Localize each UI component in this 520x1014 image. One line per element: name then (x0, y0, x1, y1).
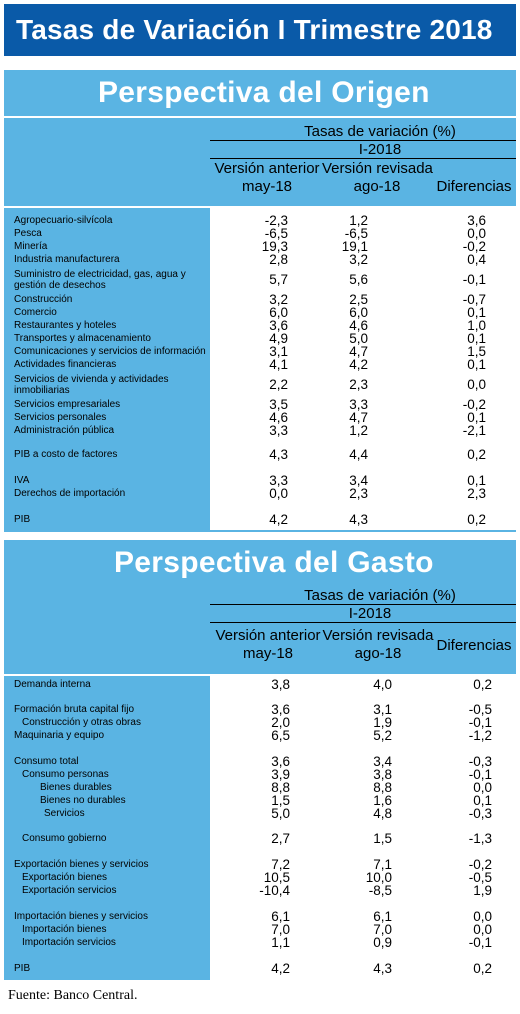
gasto-value-c: 1,9 (473, 883, 492, 898)
origen-value-a: 4,3 (269, 447, 288, 462)
gasto-value-b: 10,0 (365, 870, 392, 885)
origen-row-label: Suministro de electricidad, gas, agua y (14, 269, 186, 280)
gasto-header-period: I-2018 (348, 605, 392, 622)
gasto-value-c: 0,0 (473, 909, 492, 924)
gasto-value-a: 6,1 (271, 909, 290, 924)
gasto-row (0, 936, 512, 949)
origen-row-label: Administración pública (14, 425, 115, 436)
origen-value-c: 0,1 (467, 410, 486, 425)
origen-row (0, 424, 512, 437)
gasto-value-a: 3,9 (271, 767, 290, 782)
gasto-value-c: 0,0 (473, 780, 492, 795)
origen-value-a: 19,3 (261, 239, 288, 254)
gasto-value-a: 6,5 (271, 728, 290, 743)
origen-value-a: 3,3 (269, 423, 288, 438)
gasto-row (0, 871, 512, 884)
gasto-value-b: 4,0 (373, 677, 392, 692)
origen-row-label: Pesca (14, 228, 42, 239)
gasto-value-a: 1,1 (271, 935, 290, 950)
gasto-value-b: 4,3 (373, 961, 392, 976)
gasto-value-b: 1,5 (373, 831, 392, 846)
gasto-col1-date: may-18 (242, 645, 294, 662)
origen-value-c: 0,2 (467, 447, 486, 462)
origen-value-c: -0,1 (462, 272, 486, 287)
gasto-value-b: 6,1 (373, 909, 392, 924)
origen-title: Perspectiva del Origen (98, 76, 430, 109)
origen-row-label: Comunicaciones y servicios de información (14, 346, 206, 357)
gasto-value-b: 3,8 (373, 767, 392, 782)
gasto-value-c: -0,1 (468, 935, 492, 950)
gasto-row-label: Exportación bienes (22, 872, 108, 883)
origen-value-b: 4,7 (349, 344, 368, 359)
gasto-value-c: -0,5 (468, 870, 492, 885)
gasto-value-b: 1,9 (373, 715, 392, 730)
origen-value-a: 3,6 (269, 318, 288, 333)
origen-row-label: Comercio (14, 307, 57, 318)
origen-row (0, 345, 512, 358)
origen-row-label: Restaurantes y hoteles (14, 320, 117, 331)
gasto-value-b: 3,1 (373, 702, 392, 717)
origen-value-b: 4,3 (349, 512, 368, 527)
origen-row-label: Agropecuario-silvícola (14, 215, 113, 226)
origen-value-c: 0,1 (467, 473, 486, 488)
origen-value-a: 4,6 (269, 410, 288, 425)
gasto-value-c: -0,1 (468, 767, 492, 782)
gasto-row-label: Consumo gobierno (22, 833, 107, 844)
origen-row (0, 227, 512, 240)
origen-row (0, 319, 512, 332)
gasto-value-b: 1,6 (373, 793, 392, 808)
gasto-value-c: -1,2 (468, 728, 492, 743)
origen-value-b: 4,7 (349, 410, 368, 425)
source-footer: Fuente: Banco Central. (8, 988, 138, 1003)
origen-header-period: I-2018 (358, 141, 402, 158)
gasto-value-a: 3,8 (271, 677, 290, 692)
origen-value-c: 0,1 (467, 357, 486, 372)
gasto-row (0, 884, 512, 897)
origen-row (0, 373, 512, 396)
gasto-row-label: Construcción y otras obras (22, 717, 141, 728)
gasto-row (0, 832, 512, 845)
origen-row-label: Derechos de importación (14, 488, 126, 499)
gasto-row-label: Demanda interna (14, 679, 91, 690)
gasto-value-c: -1,3 (468, 831, 492, 846)
origen-value-a: 3,3 (269, 473, 288, 488)
gasto-row (0, 768, 512, 781)
origen-row (0, 268, 512, 291)
origen-value-b: 4,2 (349, 357, 368, 372)
origen-value-a: 2,8 (269, 252, 288, 267)
gasto-value-b: 7,0 (373, 922, 392, 937)
origen-value-a: 4,1 (269, 357, 288, 372)
origen-value-b: 1,2 (349, 423, 368, 438)
origen-value-b: 19,1 (341, 239, 368, 254)
origen-value-a: 4,9 (269, 331, 288, 346)
origen-value-c: 0,0 (467, 226, 486, 241)
origen-value-c: 0,2 (467, 512, 486, 527)
origen-row (0, 358, 512, 371)
gasto-row (0, 858, 512, 871)
origen-row (0, 487, 512, 500)
origen-value-b: 4,4 (349, 447, 368, 462)
origen-row-label: Actividades financieras (14, 359, 117, 370)
origen-value-b: 5,6 (349, 272, 368, 287)
gasto-row-label: Exportación bienes y servicios (14, 859, 149, 870)
gasto-value-b: 8,8 (373, 780, 392, 795)
origen-value-a: 5,7 (269, 272, 288, 287)
gasto-value-c: -0,5 (468, 702, 492, 717)
gasto-header-rate: Tasas de variación (%) (304, 587, 456, 604)
gasto-row (0, 910, 512, 923)
origen-value-c: 1,5 (467, 344, 486, 359)
gasto-value-c: -0,3 (468, 806, 492, 821)
origen-row (0, 513, 512, 526)
gasto-value-a: 10,5 (263, 870, 290, 885)
origen-row-label: inmobiliarias (14, 385, 70, 396)
gasto-value-c: -0,3 (468, 754, 492, 769)
gasto-value-a: 2,7 (271, 831, 290, 846)
gasto-row (0, 716, 512, 729)
gasto-row (0, 755, 512, 768)
origen-value-b: 2,3 (349, 486, 368, 501)
gasto-row-label: Maquinaria y equipo (14, 730, 105, 741)
gasto-value-a: -10,4 (259, 883, 290, 898)
gasto-row (0, 794, 512, 807)
origen-row (0, 448, 512, 461)
origen-value-a: 4,2 (269, 512, 288, 527)
gasto-row-label: Importación bienes y servicios (14, 911, 148, 922)
origen-header-rate: Tasas de variación (%) (304, 123, 456, 140)
gasto-value-b: -8,5 (368, 883, 392, 898)
origen-value-b: 5,0 (349, 331, 368, 346)
origen-value-c: 0,4 (467, 252, 486, 267)
origen-row (0, 474, 512, 487)
origen-value-c: 0,0 (467, 377, 486, 392)
gasto-row (0, 781, 512, 794)
origen-row (0, 240, 512, 253)
origen-value-c: 2,3 (467, 486, 486, 501)
origen-value-b: 4,6 (349, 318, 368, 333)
gasto-value-c: -0,2 (468, 857, 492, 872)
origen-value-a: 3,1 (269, 344, 288, 359)
gasto-row-label: Exportación servicios (22, 885, 117, 896)
origen-col1-date: may-18 (241, 178, 293, 195)
origen-row (0, 411, 512, 424)
origen-row-label: Construcción (14, 294, 73, 305)
gasto-value-a: 3,6 (271, 702, 290, 717)
origen-row-label: PIB a costo de factores (14, 449, 118, 460)
origen-value-c: 1,0 (467, 318, 486, 333)
origen-value-c: 0,1 (467, 331, 486, 346)
gasto-row (0, 962, 512, 975)
gasto-row-label: Consumo total (14, 756, 79, 767)
gasto-col3-title: Diferencias (436, 637, 512, 654)
gasto-col1-title: Versión anterior (215, 627, 321, 644)
origen-row-label: Industria manufacturera (14, 254, 120, 265)
page-title: Tasas de Variación I Trimestre 2018 (4, 4, 516, 56)
gasto-value-a: 7,2 (271, 857, 290, 872)
gasto-row-label: Consumo personas (22, 769, 109, 780)
gasto-col2-title: Versión revisada (322, 627, 434, 644)
origen-value-c: -0,2 (462, 397, 486, 412)
origen-row (0, 293, 512, 306)
origen-value-a: 2,2 (269, 377, 288, 392)
gasto-row (0, 678, 512, 691)
origen-row-label: Servicios empresariales (14, 399, 121, 410)
origen-value-a: -2,3 (264, 213, 288, 228)
gasto-value-a: 7,0 (271, 922, 290, 937)
origen-value-c: 0,1 (467, 305, 486, 320)
origen-value-b: 2,5 (349, 292, 368, 307)
gasto-title: Perspectiva del Gasto (114, 546, 434, 579)
gasto-value-c: 0,2 (473, 961, 492, 976)
gasto-row-label: Importación servicios (22, 937, 116, 948)
gasto-value-a: 4,2 (271, 961, 290, 976)
gasto-value-c: 0,1 (473, 793, 492, 808)
gasto-row-label: Bienes no durables (40, 795, 126, 806)
gasto-row (0, 729, 512, 742)
gasto-row (0, 807, 512, 820)
origen-value-b: 3,2 (349, 252, 368, 267)
gasto-row-label: Bienes durables (40, 782, 112, 793)
origen-value-a: 3,2 (269, 292, 288, 307)
gasto-row (0, 923, 512, 936)
origen-row (0, 306, 512, 319)
origen-value-b: 3,3 (349, 397, 368, 412)
origen-value-a: 6,0 (269, 305, 288, 320)
gasto-value-a: 8,8 (271, 780, 290, 795)
origen-value-a: 0,0 (269, 486, 288, 501)
gasto-value-b: 0,9 (373, 935, 392, 950)
origen-col3-title: Diferencias (436, 178, 512, 195)
gasto-row-label: Servicios (44, 808, 85, 819)
gasto-value-b: 3,4 (373, 754, 392, 769)
gasto-value-a: 3,6 (271, 754, 290, 769)
origen-value-b: -6,5 (344, 226, 368, 241)
origen-row-label: gestión de desechos (14, 280, 106, 291)
origen-value-c: -2,1 (462, 423, 486, 438)
origen-value-b: 6,0 (349, 305, 368, 320)
origen-value-b: 2,3 (349, 377, 368, 392)
origen-value-c: -0,2 (462, 239, 486, 254)
origen-row (0, 253, 512, 266)
origen-row (0, 332, 512, 345)
origen-value-a: 3,5 (269, 397, 288, 412)
gasto-row (0, 703, 512, 716)
origen-row-label: Transportes y almacenamiento (14, 333, 151, 344)
origen-row-label: Servicios de vivienda y actividades (14, 374, 169, 385)
gasto-row-label: Formación bruta capital fijo (14, 704, 135, 715)
origen-col2-title: Versión revisada (322, 160, 433, 177)
origen-row (0, 214, 512, 227)
gasto-value-a: 5,0 (271, 806, 290, 821)
origen-row-label: IVA (14, 475, 30, 486)
origen-value-c: 3,6 (467, 213, 486, 228)
origen-value-b: 1,2 (349, 213, 368, 228)
origen-col2-date: ago-18 (353, 178, 401, 195)
gasto-value-b: 5,2 (373, 728, 392, 743)
origen-value-b: 3,4 (349, 473, 368, 488)
gasto-value-b: 7,1 (373, 857, 392, 872)
gasto-value-c: -0,1 (468, 715, 492, 730)
origen-row-label: Minería (14, 241, 48, 252)
origen-row (0, 398, 512, 411)
gasto-row-label: PIB (14, 963, 31, 974)
gasto-value-b: 4,8 (373, 806, 392, 821)
origen-row-label: PIB (14, 514, 31, 525)
origen-col1-title: Versión anterior (214, 160, 320, 177)
gasto-row-label: Importación bienes (22, 924, 107, 935)
gasto-value-c: 0,2 (473, 677, 492, 692)
gasto-value-a: 1,5 (271, 793, 290, 808)
origen-row-label: Servicios personales (14, 412, 107, 423)
gasto-value-c: 0,0 (473, 922, 492, 937)
gasto-value-a: 2,0 (271, 715, 290, 730)
origen-value-c: -0,7 (462, 292, 486, 307)
gasto-col2-date: ago-18 (354, 645, 402, 662)
origen-value-a: -6,5 (264, 226, 288, 241)
